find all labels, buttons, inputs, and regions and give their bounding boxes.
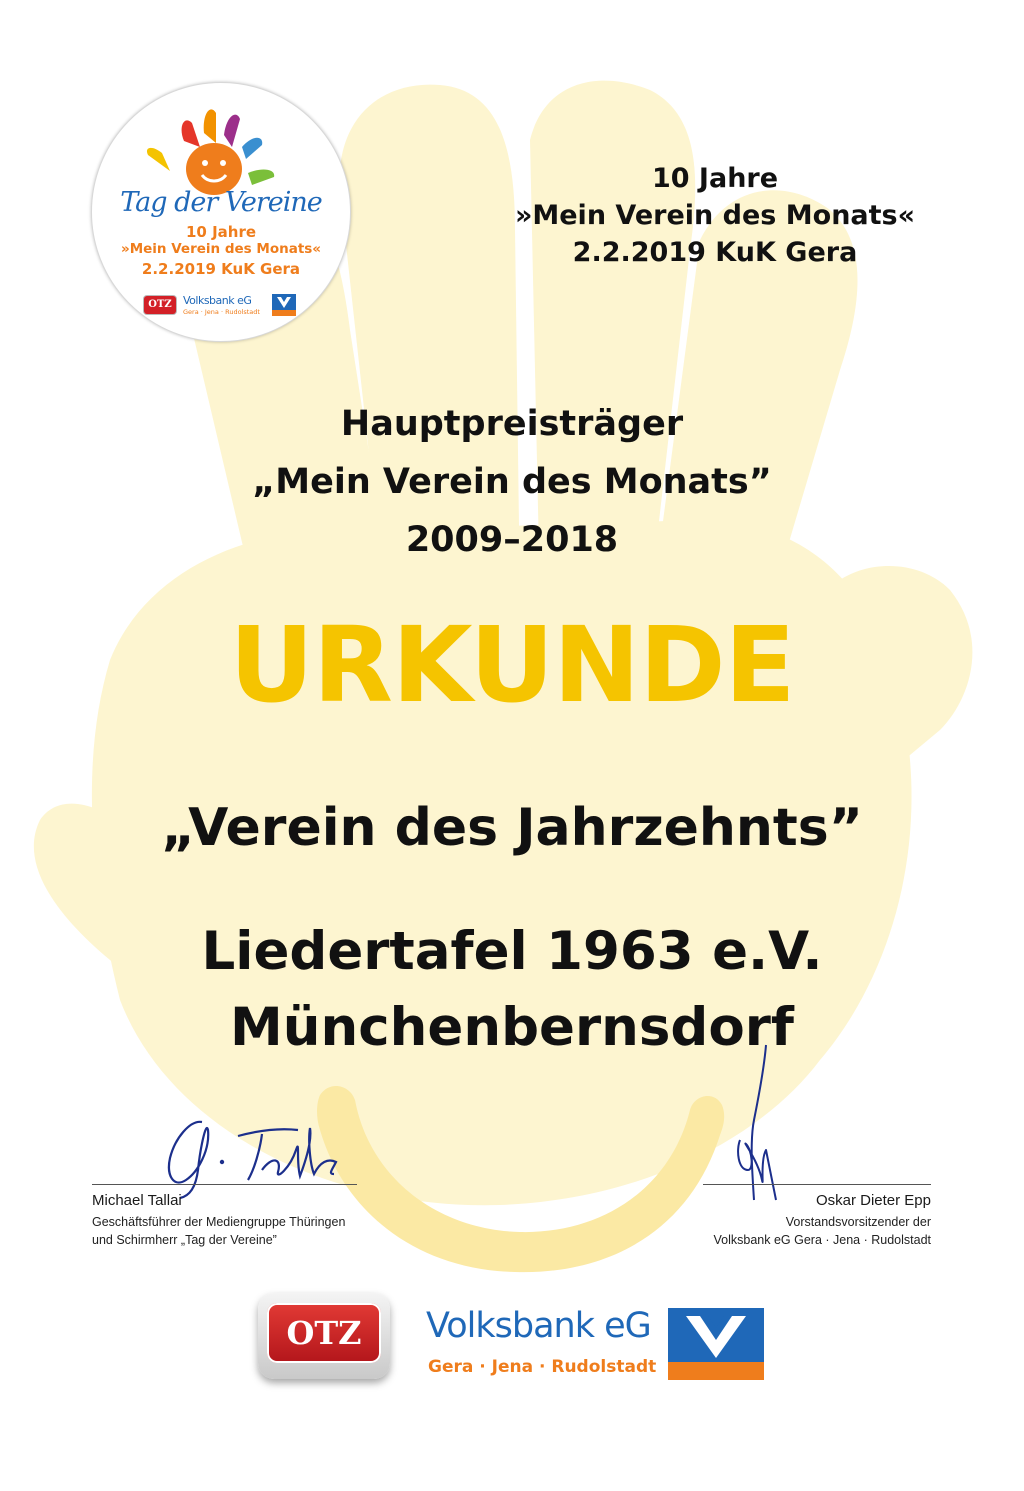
signer-right-role	[714, 1213, 931, 1249]
otz-logo-badge	[267, 1303, 381, 1363]
volksbank-cities: Gera · Jena · Rudolstadt	[428, 1357, 657, 1377]
seal-volksbank-logo-icon	[272, 294, 296, 316]
volksbank-logo-icon	[668, 1308, 764, 1380]
event-seal	[91, 82, 351, 342]
signer-right-role-line1: Vorstandsvorsitzender der	[785, 1215, 931, 1229]
header-line-years: 10 Jahre	[651, 163, 779, 194]
club-line-name: Liedertafel 1963 e.V.	[201, 921, 823, 982]
prize-heading	[112, 395, 912, 569]
club-name	[62, 914, 962, 1066]
header-line-program: »Mein Verein des Monats«	[514, 200, 916, 231]
signature-left-icon	[150, 1100, 360, 1200]
signer-right-role-line2: Volksbank eG Gera · Jena · Rudolstadt	[713, 1233, 931, 1247]
seal-title: Tag der Vereine	[120, 187, 322, 218]
award-name: „Verein des Jahrzehnts”	[161, 798, 863, 858]
otz-logo-text: OTZ	[286, 1314, 362, 1352]
signer-left-name: Michael Tallai	[92, 1192, 182, 1209]
signature-line-right	[703, 1184, 931, 1185]
signer-right-name: Oskar Dieter Epp	[815, 1192, 931, 1209]
volksbank-name: Volksbank eG	[426, 1306, 651, 1346]
certificate-title: URKUNDE	[229, 604, 795, 726]
seal-bank-name: Volksbank eG	[183, 294, 252, 307]
signature-line-left	[92, 1184, 357, 1185]
seal-line-date: 2.2.2019 KuK Gera	[141, 260, 301, 278]
prize-line-winner: Hauptpreisträger	[340, 404, 684, 444]
otz-logo	[258, 1293, 390, 1379]
seal-line-years: 10 Jahre	[185, 223, 257, 241]
header-line-date: 2.2.2019 KuK Gera	[572, 237, 858, 268]
signer-left-role-line2: und Schirmherr „Tag der Vereine”	[92, 1233, 277, 1247]
seal-line-program: »Mein Verein des Monats«	[120, 241, 322, 257]
event-header	[470, 160, 960, 271]
signer-left-role	[92, 1213, 345, 1249]
seal-otz-logo: OTZ	[144, 296, 176, 314]
seal-bank-cities: Gera · Jena · Rudolstadt	[183, 308, 260, 316]
signer-left-role-line1: Geschäftsführer der Mediengruppe Thüringen	[92, 1215, 346, 1229]
prize-line-program: „Mein Verein des Monats”	[252, 462, 772, 502]
prize-line-period: 2009–2018	[405, 520, 619, 560]
club-line-town: Münchenbernsdorf	[230, 997, 794, 1058]
